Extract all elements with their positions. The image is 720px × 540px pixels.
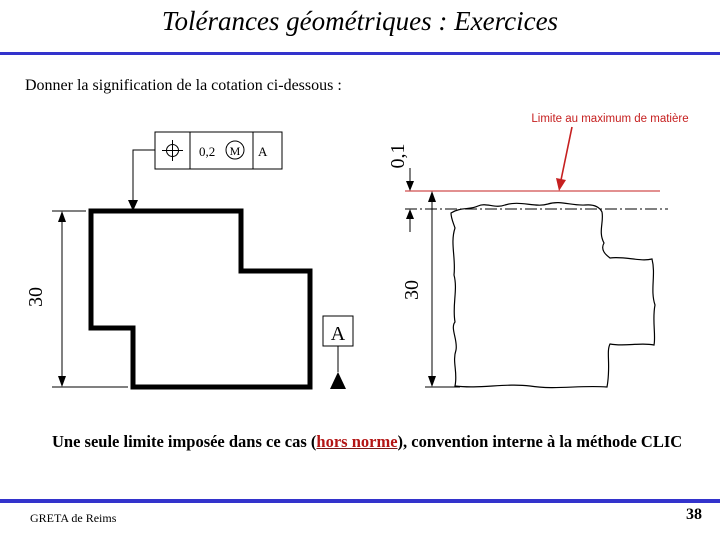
frame-tolerance: 0,2 [199,144,216,159]
part-outline [91,211,310,387]
exercise-prompt: Donner la signification de la cotation ci-dessous : [25,77,342,94]
note-arrow [556,127,572,191]
mmc-note: Limite au maximum de matière [531,113,689,125]
conclusion-before: Une seule limite imposée dans ce cas ( [52,432,317,451]
leader-line [128,150,155,211]
dimension-right-value: 30 [401,280,423,300]
datum-triangle-icon [330,372,346,389]
page-title: Tolérances géométriques : Exercices [161,6,559,36]
footer-rule [0,499,720,503]
footer-organization: GRETA de Reims [30,511,117,525]
conclusion-text [52,430,702,454]
conclusion-after: ), convention interne à la méthode CLIC [397,432,683,451]
datum-label: A [330,323,346,345]
frame-datum: A [258,144,268,159]
dimension-tol [406,168,414,232]
dimension-tol-value: 0,1 [387,143,409,169]
position-icon [162,140,183,161]
dimension-right [428,191,436,387]
dimension-left-value: 30 [25,287,47,307]
feature-control-frame [155,132,282,169]
frame-modifier: M [229,144,241,158]
real-part-outline [451,203,655,388]
page-number: 38 [686,506,702,523]
conclusion-highlight: hors norme [316,432,398,451]
